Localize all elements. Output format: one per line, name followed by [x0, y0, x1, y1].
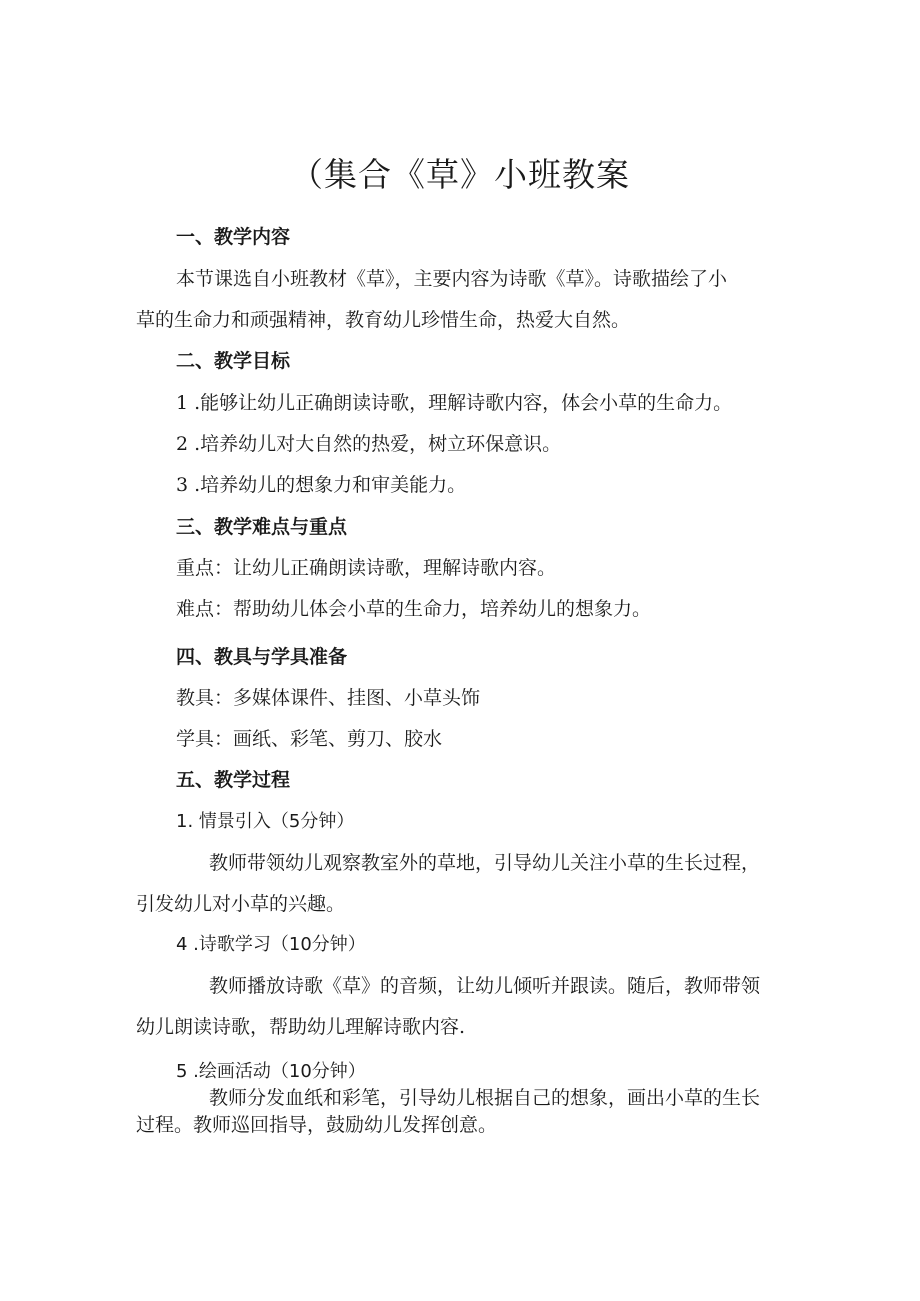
document-title: （集合《草》小班教案: [290, 155, 630, 194]
teacher-tools-text: 教具：多媒体课件、挂图、小草头饰: [176, 687, 481, 709]
goal-item-2: 2 .培养幼儿对大自然的热爱，树立环保意识。: [176, 433, 562, 455]
section-heading-materials: 四、教具与学具准备: [176, 646, 348, 668]
step-1-title: 1. 情景引入（5分钟）: [176, 811, 355, 832]
section-heading-key-points: 三、教学难点与重点: [176, 516, 348, 538]
step-3-text-line-1: 教师分发血纸和彩笔，引导幼儿根据自己的想象，画出小草的生长: [209, 1087, 761, 1109]
student-tools-text: 学具：画纸、彩笔、剪刀、胶水: [176, 728, 443, 750]
section-heading-goals: 二、教学目标: [176, 350, 291, 372]
goal-item-1: 1 .能够让幼儿正确朗读诗歌，理解诗歌内容，体会小草的生命力。: [176, 392, 733, 414]
key-point-text: 重点：让幼儿正确朗读诗歌，理解诗歌内容。: [176, 557, 557, 579]
section-heading-content: 一、教学内容: [176, 226, 291, 248]
step-2-title: 4 .诗歌学习（10分钟）: [176, 934, 366, 955]
goal-item-3: 3 .培养幼儿的想象力和审美能力。: [176, 474, 467, 496]
step-1-text-line-2: 引发幼儿对小草的兴趣。: [136, 893, 346, 915]
step-1-text-line-1: 教师带领幼儿观察教室外的草地，引导幼儿关注小草的生长过程，: [209, 852, 761, 874]
content-paragraph-line-1: 本节课选自小班教材《草》，主要内容为诗歌《草》。诗歌描绘了小: [176, 268, 728, 290]
difficulty-text: 难点：帮助幼儿体会小草的生命力，培养幼儿的想象力。: [176, 598, 652, 620]
step-3-text-line-2: 过程。教师巡回指导，鼓励幼儿发挥创意。: [136, 1114, 498, 1136]
content-paragraph-line-2: 草的生命力和顽强精神，教育幼儿珍惜生命，热爱大自然。: [136, 309, 631, 331]
step-3-title: 5 .绘画活动（10分钟）: [176, 1061, 366, 1082]
section-heading-process: 五、教学过程: [176, 769, 291, 791]
step-2-text-line-2: 幼儿朗读诗歌，帮助幼儿理解诗歌内容.: [136, 1016, 466, 1038]
step-2-text-line-1: 教师播放诗歌《草》的音频，让幼儿倾听并跟读。随后，教师带领: [209, 975, 761, 997]
